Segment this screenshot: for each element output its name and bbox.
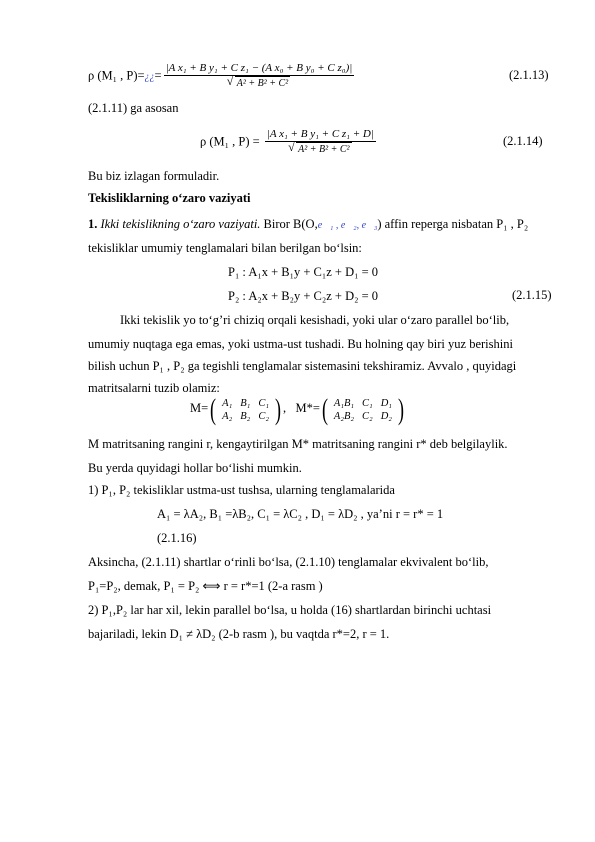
equation-2-1-13: ρ (M₁ , P)=¿¿= |A x₁ + B y₁ + C z₁ − (A x₀ + B y₀ + C z₀)| √ A² + B² + C² bbox=[88, 62, 354, 91]
item-1-number: 1. bbox=[88, 217, 98, 231]
case2-line2: bajariladi, lekin D₁ ≠ λD₂ (2-b rasm ), bu vaqtda r*=2, r = 1. bbox=[88, 627, 390, 641]
eq-2113-lhs: ρ (M₁ , P)= bbox=[88, 68, 145, 83]
eq-2114-number: (2.1.14) bbox=[503, 134, 543, 148]
matrix-m-star-label: M*= bbox=[295, 401, 320, 415]
eq-2114-fraction bbox=[265, 128, 376, 157]
para1-line2: umumiy nuqtaga ega emas, yoki ustma-ust tushadi. Bu holning qay biri yuz berishini bbox=[88, 337, 513, 351]
equation-p2: P₂ : A₂x + B₂y + C₂z + D₂ = 0 bbox=[228, 289, 378, 303]
line-p1p2: P₁=P₂, demak, P₁ = P₂ ⟺ r = r*=1 (2-a rasm ) bbox=[88, 579, 323, 593]
equation-p1: P₁ : A₁x + B₁y + C₁z + D₁ = 0 bbox=[228, 265, 378, 279]
item-1-line bbox=[88, 216, 528, 234]
item-1-text-b: ) affin reperga nisbatan P₁ , P₂ bbox=[377, 217, 529, 231]
matrices-row bbox=[190, 392, 406, 425]
eq-2115-number: (2.1.15) bbox=[512, 288, 552, 302]
para1-line1: Ikki tekislik yo to‘g’ri chiziq orqali kesishadi, yoki ular o‘zaro parallel bo‘lib, bbox=[120, 313, 510, 327]
item-1-vectors: e⃗₁ , e⃗₂, e⃗₃ bbox=[317, 220, 378, 231]
eq-2113-number: (2.1.13) bbox=[509, 68, 549, 82]
item-1-title: Ikki tekislikning o‘zaro vaziyati. bbox=[100, 217, 261, 231]
equation-2-1-14 bbox=[200, 128, 376, 157]
matrix-m: ( A₁ B₁ C₁ A₂ B₂ C₂ ) bbox=[210, 393, 281, 427]
eq-2113-denominator: √ A² + B² + C² bbox=[235, 76, 290, 91]
line-bu: Bu yerda quyidagi hollar bo‘lishi mumkin. bbox=[88, 461, 302, 475]
line-aksincha: Aksincha, (2.1.11) shartlar o‘rinli bo‘lsa, (2.1.10) tenglamalar ekvivalent bo‘lib, bbox=[88, 555, 489, 569]
line-2111: (2.1.11) ga asosan bbox=[88, 101, 179, 115]
case2-line1: 2) P₁,P₂ lar har xil, lekin parallel bo‘lsa, u holda (16) shartlardan birinchi uchtasi bbox=[88, 603, 492, 617]
case1-number: (2.1.16) bbox=[157, 531, 197, 545]
line-formula: Bu biz izlagan formuladir. bbox=[88, 169, 220, 183]
eq-2114-denominator: √ A² + B² + C² bbox=[296, 142, 351, 157]
eq-2113-numerator: |A x₁ + B y₁ + C z₁ − (A x₀ + B y₀ + C z₀)| bbox=[165, 62, 353, 74]
matrix-m-label: M= bbox=[190, 401, 209, 415]
line-rang: M matritsaning rangini r, kengaytirilgan M* matritsaning rangini r* deb belgilaylik. bbox=[88, 437, 508, 451]
eq-2113-mark: ¿¿ bbox=[144, 71, 155, 83]
section-heading: Tekisliklarning o‘zaro vaziyati bbox=[88, 191, 251, 205]
eq-2114-numerator: |A x₁ + B y₁ + C z₁ + D| bbox=[266, 128, 374, 140]
matrix-separator: , bbox=[282, 401, 287, 415]
item-1-text-a: Biror B(O, bbox=[260, 217, 318, 231]
para1-line3: bilish uchun P₁ , P₂ ga tegishli tenglamalar sistemasini tekshiramiz. Avvalo , quyidagi bbox=[88, 359, 517, 373]
eq-2114-lhs: ρ (M₁ , P) = bbox=[200, 134, 260, 149]
matrix-m-star: ( A₁B₁ C₁ D₁ A₂B₂ C₂ D₂ ) bbox=[321, 393, 404, 427]
line-tekis: tekisliklar umumiy tenglamalari bilan berilgan bo‘lsin: bbox=[88, 241, 362, 255]
case1-equation: A₁ = λA₂, B₁ =λB₂, C₁ = λC₂ , D₁ = λD₂ , ya’ni r = r* = 1 bbox=[157, 507, 444, 521]
eq-2113-fraction bbox=[164, 62, 355, 91]
para1-line4: matritsalarni tuzib olamiz: bbox=[88, 381, 220, 395]
case1-line: 1) P₁, P₂ tekisliklar ustma-ust tushsa, ularning tenglamalarida bbox=[88, 483, 395, 497]
